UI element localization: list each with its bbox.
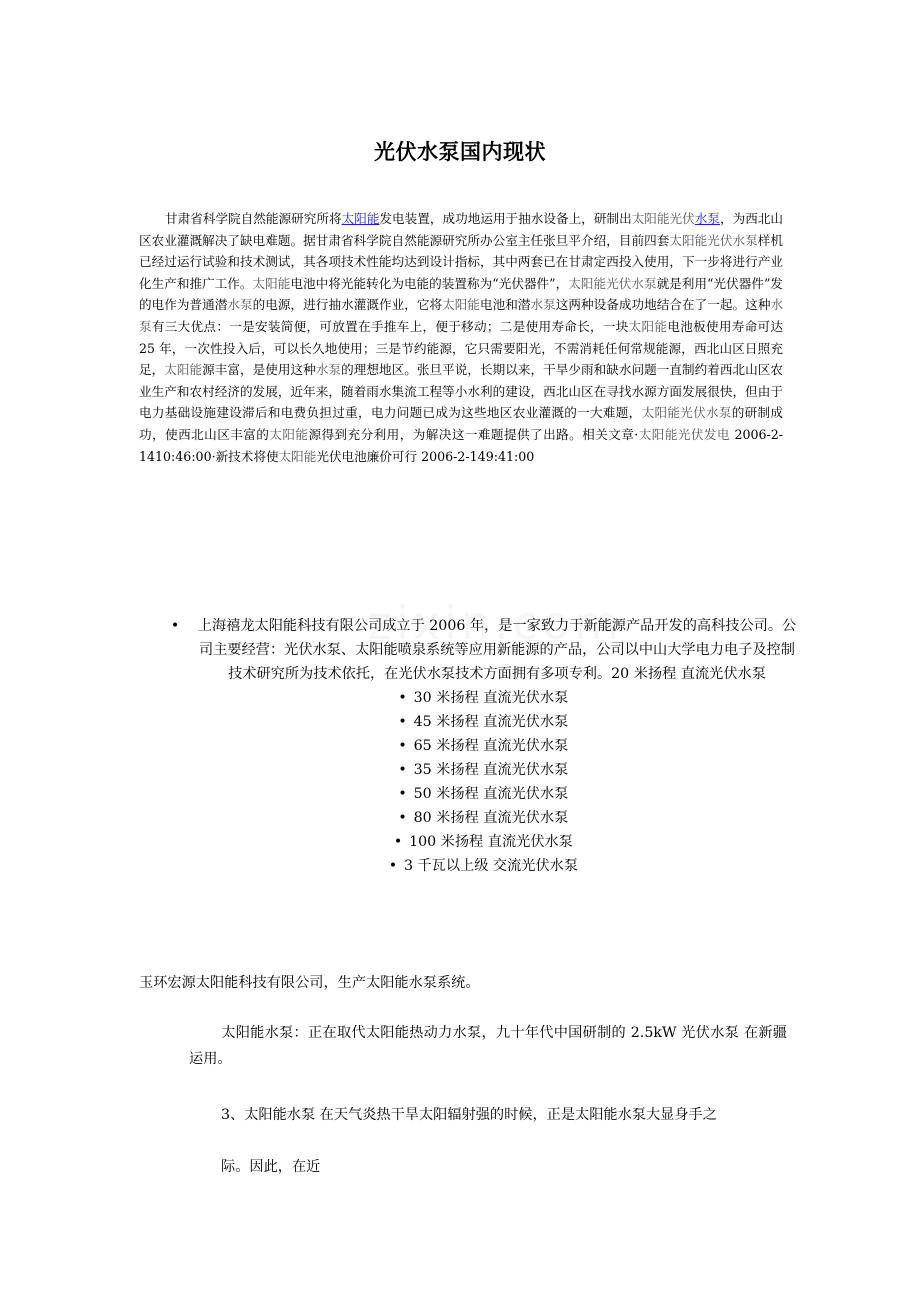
page-title: 光伏水泵国内现状 (374, 140, 546, 165)
list-item: • 30 米扬程 直流光伏水泵 (160, 686, 800, 710)
bullet-icon: • (398, 690, 407, 706)
product-list (160, 614, 800, 878)
section-3-paragraph: 3、太阳能水泵 在天气炎热干旱太阳辐射强的时候，正是太阳能水泵大显身手之 (221, 1107, 717, 1123)
water-pump-link[interactable]: 水泵 (694, 211, 720, 226)
pump-paragraph: 太阳能水泵：正在取代太阳能热动力水泵，九十年代中国研制的 2.5kW 光伏水泵 在新疆运用。 (189, 1025, 787, 1067)
bullet-icon: • (398, 786, 407, 802)
bullet-icon: • (398, 738, 407, 754)
solar-link[interactable]: 太阳能 (341, 211, 380, 226)
list-item: • 3 千瓦以上级 交流光伏水泵 (160, 854, 800, 878)
list-item: • 50 米扬程 直流光伏水泵 (160, 782, 800, 806)
bullet-icon: • (398, 714, 407, 730)
company-description: 上海禧龙太阳能科技有限公司成立于 2006 年，是一家致力于新能源产品开发的高科技公司。公司主要经营：光伏水泵、太阳能喷泉系统等应用新能源的产品，公司以中山大学电力电子及控制技术研究所为技术依托，在光伏水泵技术方面拥有多项专利。20 米扬程 直流光伏水泵 (197, 618, 797, 682)
list-item: • 80 米扬程 直流光伏水泵 (160, 806, 800, 830)
list-item (160, 614, 800, 686)
list-item: • 65 米扬程 直流光伏水泵 (160, 734, 800, 758)
bullet-icon: • (170, 618, 180, 634)
list-item: • 100 米扬程 直流光伏水泵 (160, 830, 800, 854)
bullet-icon: • (393, 834, 403, 850)
list-item: • 35 米扬程 直流光伏水泵 (160, 758, 800, 782)
continuation-paragraph: 际。因此，在近 (221, 1159, 321, 1175)
intro-paragraph: 甘肃省科学院自然能源研究所将太阳能发电装置，成功地运用于抽水设备上，研制出太阳能光伏水泵，为西北山区农业灌溉解决了缺电难题。据甘肃省科学院自然能源研究所办公室主任张旦平介绍，目前四套太阳能光伏水泵样机已经过运行试验和技术测试，其各项技术性能均达到设计指标，其中两套已在甘肃定西投入使用，下一步将进行产业化生产和推广工作。太阳能电池中将光能转化为电能的装置称为“光伏器件”，太阳能光伏水泵就是利用“光伏器件”发的电作为普通潜水泵的电源，进行抽水灌溉作业，它将太阳能电池和潜水泵这两种设备成功地结合在了一起。这种水泵有三大优点：一是安装简便，可放置在手推车上，便于移动；二是使用寿命长，一块太阳能电池板使用寿命可达 25 年，一次性投入后，可以长久地使用；三是节约能源，它只需要阳光，不需消耗任何常规能源，西北山区日照充足，太阳能源丰富，是使用这种水泵的理想地区。张旦平说，长期以来，干旱少雨和缺水问题一直制约着西北山区农业生产和农村经济的发展，近年来，随着雨水集流工程等小水利的建设，西北山区在寻找水源方面发展很快，但由于电力基础设施建设滞后和电费负担过重，电力问题已成为这些地区农业灌溉的一大难题，太阳能光伏水泵的研制成功，使西北山区丰富的太阳能源得到充分利用，为解决这一难题提供了出路。相关文章·太阳能光伏发电 2006-2-1410:46:00·新技术将使太阳能光伏电池廉价可行 2006-2-149:41:00 (139, 211, 784, 464)
bullet-icon: • (388, 858, 398, 874)
bullet-icon: • (398, 762, 407, 778)
bullet-icon: • (398, 810, 407, 826)
company2-paragraph: 玉环宏源太阳能科技有限公司，生产太阳能水泵系统。 (139, 975, 480, 991)
list-item: • 45 米扬程 直流光伏水泵 (160, 710, 800, 734)
